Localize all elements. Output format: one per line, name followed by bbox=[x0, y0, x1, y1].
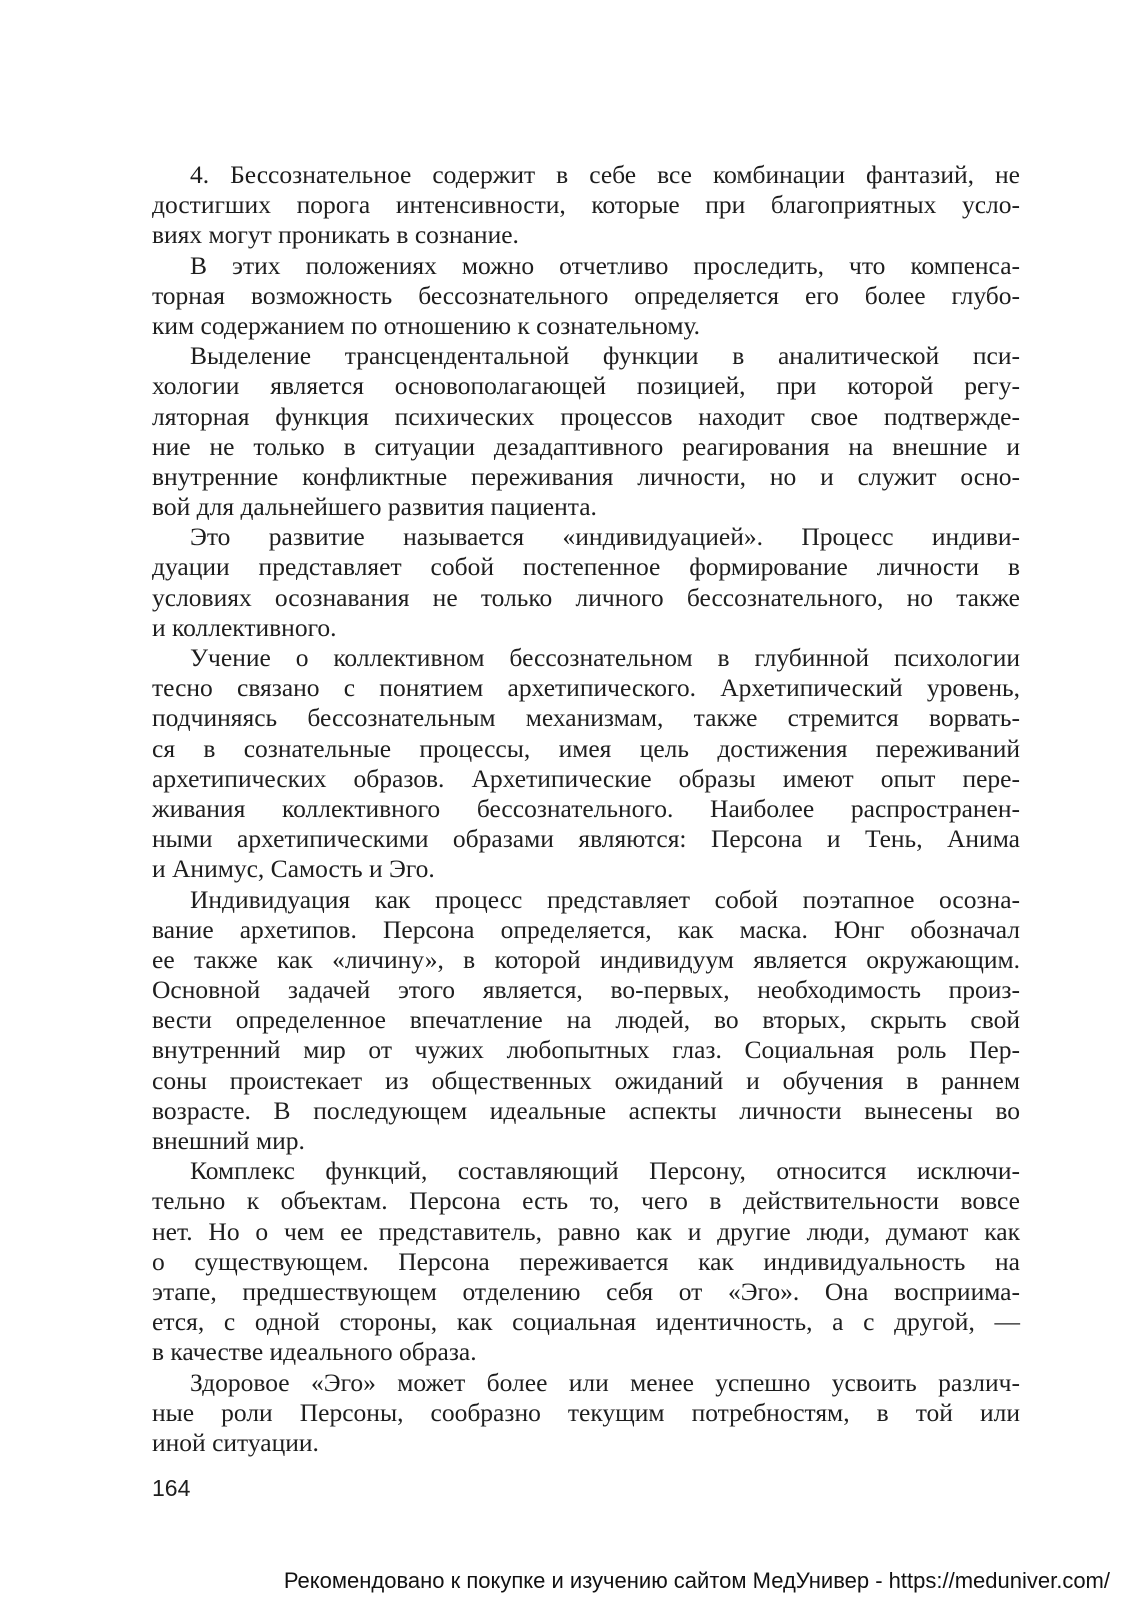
paragraph bbox=[152, 160, 1020, 251]
text-line: ким содержанием по отношению к сознательному. bbox=[152, 310, 701, 340]
paragraph bbox=[152, 341, 1020, 522]
text-line: соны проистекает из общественных ожиданий и обучения в раннем bbox=[152, 1065, 1020, 1095]
text-line: архетипических образов. Архетипические образы имеют опыт пере- bbox=[152, 763, 1020, 793]
text-line: внутренние конфликтные переживания личности, но и служит осно- bbox=[152, 461, 1020, 491]
text-line: нет. Но о чем ее представитель, равно как и другие люди, думают как bbox=[152, 1216, 1020, 1246]
text-line: и коллективного. bbox=[152, 612, 337, 642]
text-line: в качестве идеального образа. bbox=[152, 1337, 477, 1367]
text-line: хологии является основополагающей позицией, при которой регу- bbox=[152, 371, 1020, 401]
text-line: тельно к объектам. Персона есть то, чего в действительности вовсе bbox=[152, 1186, 1020, 1216]
text-line: подчиняясь бессознательным механизмам, также стремится ворвать- bbox=[152, 703, 1020, 733]
text-line: вести определенное впечатление на людей, во вторых, скрыть свой bbox=[152, 1005, 1020, 1035]
text-line: Комплекс функций, составляющий Персону, относится исключи- bbox=[190, 1156, 1020, 1186]
paragraph bbox=[152, 251, 1020, 342]
text-line: ется, с одной стороны, как социальная идентичность, а с другой, — bbox=[152, 1307, 1020, 1337]
text-line: вание архетипов. Персона определяется, как маска. Юнг обозначал bbox=[152, 914, 1020, 944]
text-line: Это развитие называется «индивидуацией». Процесс индиви- bbox=[190, 522, 1020, 552]
paragraph bbox=[152, 885, 1020, 1157]
text-line: условиях осознавания не только личного бессознательного, но также bbox=[152, 582, 1020, 612]
page-number: 164 bbox=[152, 1475, 191, 1501]
text-line: о существующем. Персона переживается как индивидуальность на bbox=[152, 1246, 1020, 1276]
text-line: Индивидуация как процесс представляет собой поэтапное осозна- bbox=[190, 884, 1020, 914]
text-line: дуации представляет собой постепенное формирование личности в bbox=[152, 552, 1020, 582]
text-line: иной ситуации. bbox=[152, 1427, 319, 1457]
text-line: Здоровое «Эго» может более или менее успешно усвоить различ- bbox=[190, 1367, 1020, 1397]
text-line: торная возможность бессознательного определяется его более глубо- bbox=[152, 280, 1020, 310]
text-line: возрасте. В последующем идеальные аспекты личности вынесены во bbox=[152, 1095, 1020, 1125]
text-line: и Анимус, Самость и Эго. bbox=[152, 854, 435, 884]
text-line: ее также как «личину», в которой индивидуум является окружающим. bbox=[152, 944, 1020, 974]
paragraph bbox=[152, 1368, 1020, 1459]
text-line: ся в сознательные процессы, имея цель достижения переживаний bbox=[152, 733, 1020, 763]
text-line: вой для дальнейшего развития пациента. bbox=[152, 492, 597, 522]
text-line: виях могут проникать в сознание. bbox=[152, 220, 519, 250]
text-line: Основной задачей этого является, во-первых, необходимость произ- bbox=[152, 975, 1020, 1005]
text-line: внутренний мир от чужих любопытных глаз. Социальная роль Пер- bbox=[152, 1035, 1020, 1065]
paragraph bbox=[152, 522, 1020, 643]
text-line: 4. Бессознательное содержит в себе все комбинации фантазий, не bbox=[190, 160, 1020, 189]
text-line: ными архетипическими образами являются: Персона и Тень, Анима bbox=[152, 824, 1020, 854]
text-line: этапе, предшествующем отделению себя от «Эго». Она восприима- bbox=[152, 1276, 1020, 1306]
text-line: живания коллективного бессознательного. Наиболее распространен- bbox=[152, 793, 1020, 823]
text-line: достигших порога интенсивности, которые при благоприятных усло- bbox=[152, 190, 1020, 220]
text-line: ляторная функция психических процессов находит свое подтвержде- bbox=[152, 401, 1020, 431]
text-line: ные роли Персоны, сообразно текущим потребностям, в той или bbox=[152, 1397, 1020, 1427]
text-line: В этих положениях можно отчетливо проследить, что компенса- bbox=[190, 250, 1020, 280]
body-text bbox=[152, 160, 1020, 1458]
paragraph bbox=[152, 1156, 1020, 1367]
text-line: ние не только в ситуации дезадаптивного реагирования на внешние и bbox=[152, 431, 1020, 461]
text-line: Выделение трансцендентальной функции в аналитической пси- bbox=[190, 341, 1020, 371]
paragraph bbox=[152, 643, 1020, 885]
text-line: Учение о коллективном бессознательном в глубинной психологии bbox=[190, 643, 1020, 672]
text-line: тесно связано с понятием архетипического. Архетипический уровень, bbox=[152, 673, 1020, 703]
text-line: внешний мир. bbox=[152, 1126, 305, 1155]
footer-note: Рекомендовано к покупке и изучению сайтом МедУнивер - https://meduniver.com/ bbox=[283, 1568, 1110, 1593]
